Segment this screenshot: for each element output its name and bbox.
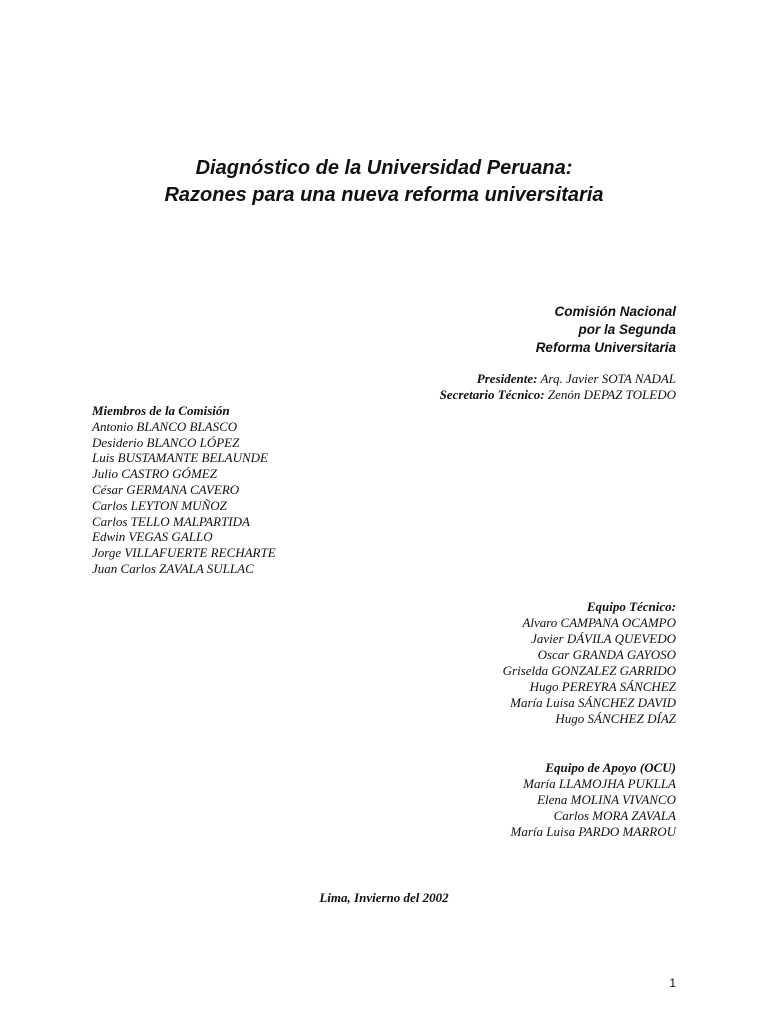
- support-team-heading: Equipo de Apoyo (OCU): [545, 760, 676, 775]
- secretary-name: Zenón DEPAZ TOLEDO: [547, 386, 676, 402]
- commission-line: Reforma Universitaria: [535, 340, 676, 355]
- technical-team-list: [503, 599, 676, 727]
- member-name: Antonio BLANCO BLASCO: [92, 418, 238, 434]
- title-line-2: Razones para una nueva reforma universitaria: [164, 184, 604, 206]
- members-list: [92, 403, 276, 577]
- support-team-member: Elena MOLINA VIVANCO: [537, 792, 676, 807]
- member-name: Carlos LEYTON MUÑOZ: [92, 497, 227, 513]
- technical-team-member: Alvaro CAMPANA OCAMPO: [522, 615, 676, 630]
- member-name: Julio CASTRO GÓMEZ: [92, 466, 217, 482]
- support-team-member: Carlos MORA ZAVALA: [553, 808, 676, 823]
- member-name: Jorge VILLAFUERTE RECHARTE: [92, 545, 276, 561]
- secretary-row: [440, 387, 676, 403]
- president-label: Presidente:: [476, 371, 538, 386]
- support-team-list: [510, 760, 676, 840]
- title-line-1: Diagnóstico de la Universidad Peruana:: [195, 157, 573, 179]
- place-date: Lima, Invierno del 2002: [319, 890, 449, 905]
- commission-officers: [440, 371, 676, 402]
- commission-line: por la Segunda: [578, 322, 676, 337]
- technical-team-member: Griselda GONZALEZ GARRIDO: [502, 663, 676, 678]
- member-name: César GERMANA CAVERO: [92, 481, 240, 497]
- members-heading: Miembros de la Comisión: [92, 403, 230, 418]
- member-name: Desiderio BLANCO LÓPEZ: [92, 434, 240, 450]
- technical-team-member: María Luisa SÁNCHEZ DAVID: [510, 695, 676, 710]
- support-team-member: María Luisa PARDO MARROU: [510, 824, 676, 839]
- member-name: Juan Carlos ZAVALA SULLAC: [92, 560, 254, 576]
- secretary-label: Secretario Técnico:: [439, 386, 545, 402]
- president-row: [440, 371, 676, 387]
- support-team-member: María LLAMOJHA PUKLLA: [523, 776, 676, 791]
- technical-team-member: Hugo PEREYRA SÁNCHEZ: [529, 679, 676, 694]
- technical-team-member: Javier DÁVILA QUEVEDO: [531, 631, 676, 646]
- technical-team-member: Oscar GRANDA GAYOSO: [537, 647, 676, 662]
- member-name: Luis BUSTAMANTE BELAUNDE: [92, 450, 268, 466]
- commission-line: Comisión Nacional: [554, 304, 676, 319]
- technical-team-heading: Equipo Técnico:: [586, 599, 676, 614]
- member-name: Carlos TELLO MALPARTIDA: [92, 513, 250, 529]
- page-number: 1: [669, 976, 676, 990]
- president-name: Arq. Javier SOTA NADAL: [540, 371, 676, 386]
- member-name: Edwin VEGAS GALLO: [92, 529, 213, 545]
- commission-name: [536, 303, 676, 357]
- technical-team-member: Hugo SÁNCHEZ DÍAZ: [555, 711, 676, 726]
- document-title: [0, 155, 768, 209]
